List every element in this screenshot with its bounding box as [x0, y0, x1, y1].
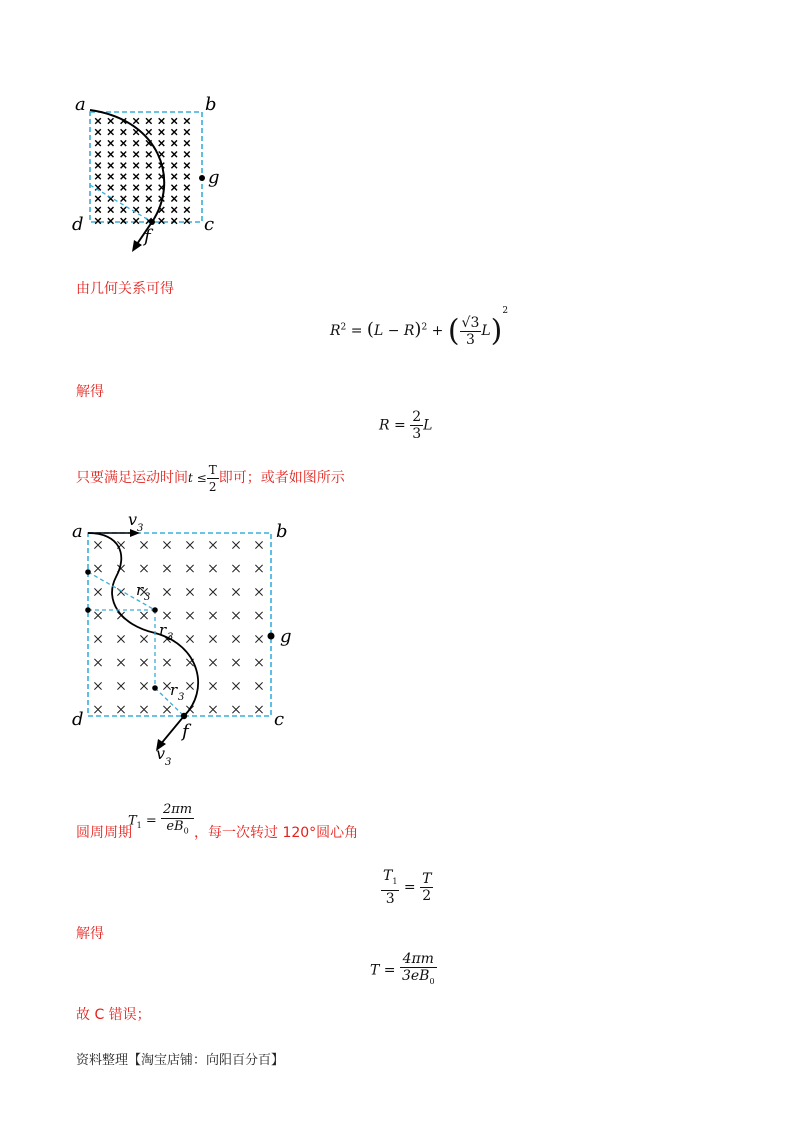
- cross-mark: [232, 541, 239, 548]
- cross-mark: [133, 118, 139, 124]
- center-dot-4: [152, 685, 158, 691]
- cross-mark: [209, 659, 216, 666]
- cross-mark: [184, 118, 190, 124]
- cross-mark: [133, 218, 139, 224]
- label-c: c: [274, 709, 285, 730]
- cross-mark: [232, 588, 239, 595]
- center-dot-1: [85, 569, 91, 575]
- cross-mark: [146, 152, 152, 158]
- cross-mark: [140, 659, 147, 666]
- cross-mark: [133, 140, 139, 146]
- cross-mark: [232, 682, 239, 689]
- cross-mark: [95, 163, 101, 169]
- cross-mark: [171, 163, 177, 169]
- cross-mark: [121, 174, 127, 180]
- cross-mark: [232, 612, 239, 619]
- cross-mark: [95, 152, 101, 158]
- label-r3-3-sub: 3: [178, 692, 185, 703]
- cross-mark: [184, 174, 190, 180]
- cross-mark: [94, 565, 101, 572]
- label-f: f: [144, 226, 151, 247]
- cross-mark: [95, 207, 101, 213]
- cross-mark: [94, 635, 101, 642]
- label-v3-bottom: v: [156, 744, 166, 763]
- cross-mark: [184, 152, 190, 158]
- cross-mark: [159, 129, 165, 135]
- center-dot-3: [152, 607, 158, 613]
- cross-mark: [108, 163, 114, 169]
- cross-mark: [121, 140, 127, 146]
- cross-mark: [140, 706, 147, 713]
- cross-mark: [184, 185, 190, 191]
- label-v3-bottom-sub: 3: [165, 757, 172, 768]
- cross-mark: [186, 612, 193, 619]
- cross-mark: [209, 541, 216, 548]
- label-d: d: [72, 709, 84, 730]
- label-a: a: [75, 94, 86, 115]
- text-conclusion: 故 C 错误；: [76, 1007, 151, 1023]
- cross-mark: [133, 152, 139, 158]
- cross-mark: [209, 565, 216, 572]
- field-boundary: [88, 533, 271, 716]
- label-a: a: [72, 521, 83, 542]
- equation-period-result: T = $\frac{4\pi m}{3eB_0}$: [370, 951, 435, 986]
- cross-mark: [171, 140, 177, 146]
- cross-mark: [108, 174, 114, 180]
- text-geometry: 由几何关系可得: [76, 281, 174, 297]
- text-solve-1: 解得: [76, 384, 104, 400]
- cross-mark: [121, 129, 127, 135]
- cross-mark: [146, 163, 152, 169]
- cross-mark: [140, 682, 147, 689]
- label-r3-1-sub: 3: [144, 592, 151, 603]
- cross-mark: [255, 659, 262, 666]
- cross-mark: [171, 118, 177, 124]
- cross-mark: [209, 706, 216, 713]
- cross-mark: [171, 185, 177, 191]
- cross-mark: [117, 659, 124, 666]
- cross-mark: [146, 185, 152, 191]
- cross-mark: [159, 118, 165, 124]
- cross-mark: [121, 163, 127, 169]
- cross-mark: [108, 152, 114, 158]
- label-f: f: [182, 721, 189, 742]
- cross-mark: [94, 612, 101, 619]
- label-r3-3: r: [170, 681, 178, 699]
- cross-mark: [95, 140, 101, 146]
- label-v3-top: v: [128, 510, 138, 529]
- figure-1-magnetic-field-diagram: [60, 90, 240, 260]
- text-time-condition: 只要满足运动时间t ≤ $\frac{T}{2}$ 即可；或者如图所示: [76, 463, 345, 494]
- cross-mark: [209, 588, 216, 595]
- cross-mark: [95, 174, 101, 180]
- equation-radius-result: R = $\frac{2}{3}$ L: [379, 409, 433, 442]
- cross-mark: [140, 541, 147, 548]
- cross-mark: [255, 635, 262, 642]
- cross-mark: [95, 118, 101, 124]
- cross-mark: [184, 218, 190, 224]
- cross-mark: [146, 207, 152, 213]
- cross-mark: [95, 129, 101, 135]
- cross-mark: [133, 174, 139, 180]
- cross-mark: [186, 635, 193, 642]
- cross-mark: [108, 140, 114, 146]
- text-period-label: 圆周周期: [76, 825, 132, 841]
- label-b: b: [276, 521, 288, 542]
- cross-mark: [171, 152, 177, 158]
- cross-mark: [171, 174, 177, 180]
- cross-mark: [232, 565, 239, 572]
- cross-mark: [209, 682, 216, 689]
- cross-mark: [146, 129, 152, 135]
- cross-mark: [163, 659, 170, 666]
- cross-mark: [133, 185, 139, 191]
- cross-mark: [108, 185, 114, 191]
- cross-mark: [121, 218, 127, 224]
- label-r3-2: r: [159, 621, 167, 639]
- cross-mark: [255, 588, 262, 595]
- cross-mark: [209, 612, 216, 619]
- label-c: c: [204, 214, 215, 235]
- equation-period-relation: $\frac{T_1}{3}$ = $\frac{T}{2}$: [383, 868, 432, 907]
- label-b: b: [205, 94, 217, 115]
- cross-mark: [121, 196, 127, 202]
- cross-mark: [163, 612, 170, 619]
- cross-mark: [255, 706, 262, 713]
- cross-mark: [255, 565, 262, 572]
- cross-mark: [95, 196, 101, 202]
- cross-mark: [171, 207, 177, 213]
- cross-mark: [232, 635, 239, 642]
- figure-2-multi-arc-diagram: [60, 505, 310, 775]
- cross-mark: [209, 635, 216, 642]
- cross-mark: [108, 218, 114, 224]
- label-g: g: [280, 626, 292, 647]
- cross-mark: [232, 659, 239, 666]
- label-d: d: [72, 214, 84, 235]
- cross-mark: [108, 118, 114, 124]
- text-period-rotation: ，每一次转过 120°圆心角: [194, 825, 359, 841]
- cross-mark: [108, 207, 114, 213]
- cross-mark: [255, 541, 262, 548]
- cross-mark: [159, 140, 165, 146]
- cross-mark: [117, 682, 124, 689]
- cross-mark: [140, 565, 147, 572]
- cross-mark: [171, 129, 177, 135]
- cross-mark: [186, 541, 193, 548]
- cross-mark: [121, 185, 127, 191]
- cross-mark: [184, 140, 190, 146]
- cross-mark: [184, 207, 190, 213]
- cross-mark: [94, 541, 101, 548]
- cross-mark: [94, 588, 101, 595]
- cross-mark: [163, 541, 170, 548]
- cross-mark: [121, 152, 127, 158]
- cross-mark: [163, 588, 170, 595]
- cross-mark: [171, 218, 177, 224]
- cross-mark: [186, 682, 193, 689]
- cross-mark: [146, 196, 152, 202]
- point-f-dot: [149, 219, 155, 225]
- text-solve-2: 解得: [76, 926, 104, 942]
- point-g-dot: [199, 175, 205, 181]
- cross-mark: [186, 565, 193, 572]
- cross-mark: [146, 118, 152, 124]
- label-r3-1: r: [136, 581, 144, 599]
- cross-mark: [184, 196, 190, 202]
- label-g: g: [208, 167, 220, 188]
- cross-mark: [117, 635, 124, 642]
- cross-mark: [94, 706, 101, 713]
- equation-period-T1: $T_1$ = $\frac{2\pi m}{eB_0}$: [128, 802, 193, 836]
- cross-mark: [117, 706, 124, 713]
- cross-mark: [121, 207, 127, 213]
- cross-mark: [95, 218, 101, 224]
- center-dot-2: [85, 607, 91, 613]
- label-v3-top-sub: 3: [137, 523, 144, 534]
- cross-mark: [133, 163, 139, 169]
- label-r3-2-sub: 3: [167, 632, 174, 643]
- cross-mark: [140, 612, 147, 619]
- point-f-dot: [181, 713, 187, 719]
- cross-mark: [146, 174, 152, 180]
- cross-mark: [171, 196, 177, 202]
- trajectory-curve: [90, 110, 164, 247]
- equation-radius-geometry: $R^2 = (L - R)^2$ + ( $\frac{√3}{3}$ L)$^2$: [330, 306, 509, 349]
- cross-mark: [184, 163, 190, 169]
- cross-mark: [255, 612, 262, 619]
- cross-mark: [94, 682, 101, 689]
- cross-mark: [255, 682, 262, 689]
- cross-mark: [94, 659, 101, 666]
- cross-mark: [163, 706, 170, 713]
- cross-mark: [133, 196, 139, 202]
- cross-mark: [163, 565, 170, 572]
- cross-mark: [108, 129, 114, 135]
- cross-mark: [159, 218, 165, 224]
- cross-mark: [232, 706, 239, 713]
- footer-source: 资料整理【淘宝店铺：向阳百分百】: [76, 1053, 285, 1068]
- velocity-arrowhead: [132, 240, 142, 252]
- point-g-dot: [268, 633, 275, 640]
- cross-mark: [186, 588, 193, 595]
- cross-mark: [184, 129, 190, 135]
- cross-mark: [140, 635, 147, 642]
